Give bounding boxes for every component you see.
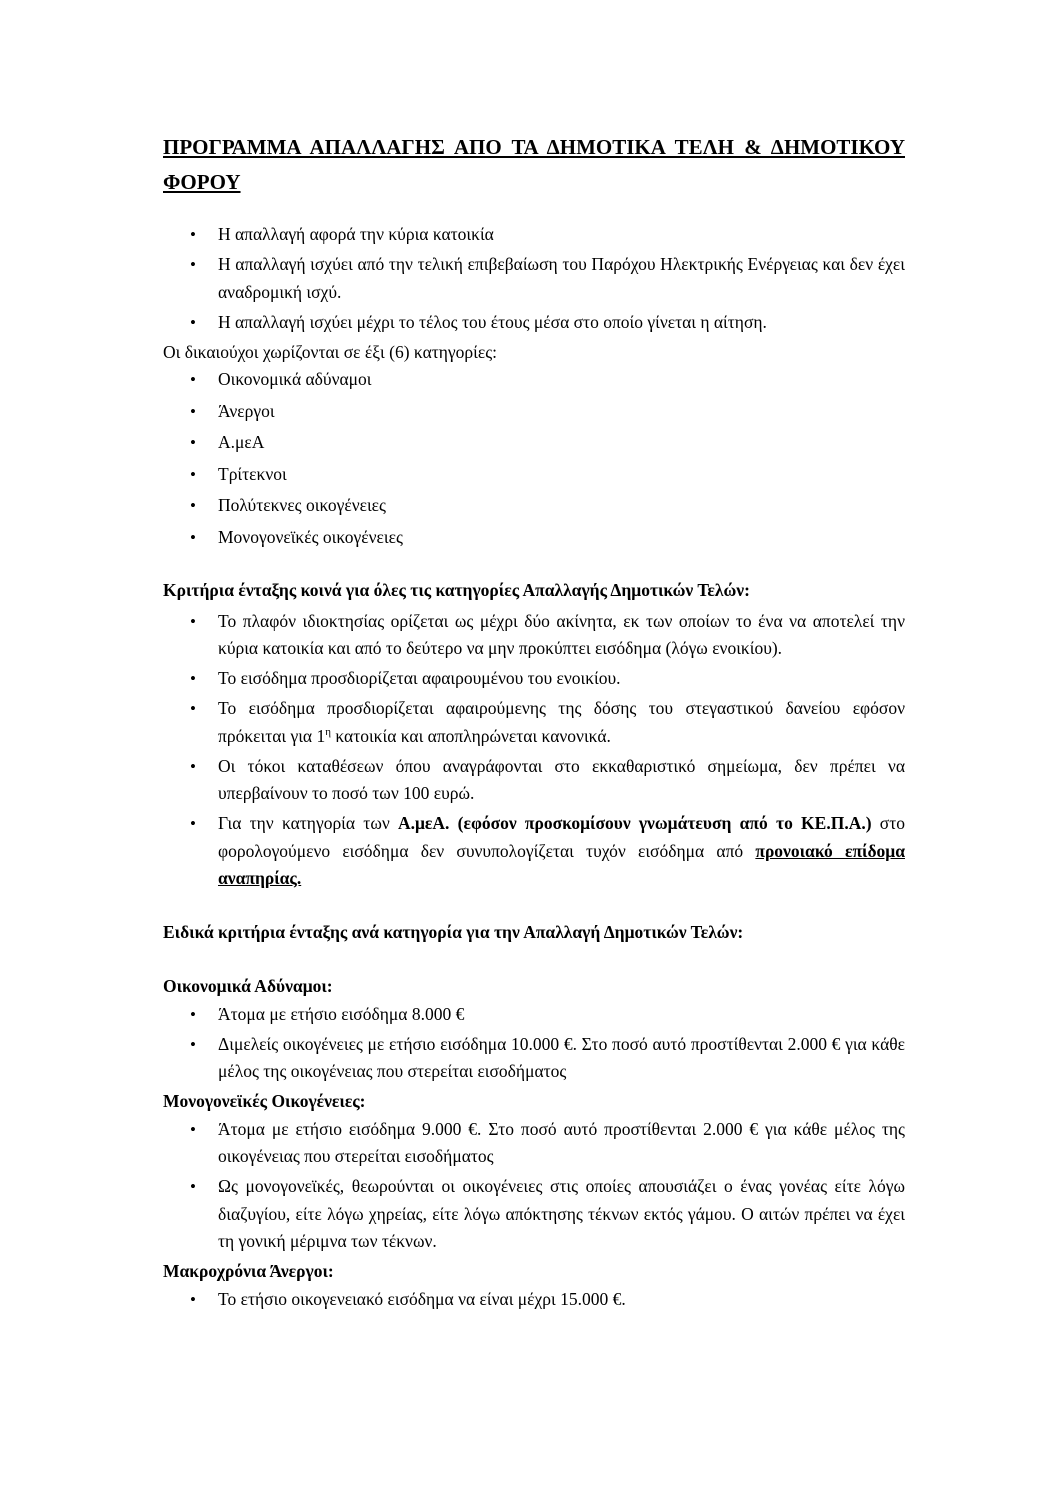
criteria-item-text: στο φορολογούμενο εισόδημα δεν συνυπολογίζεται τυχόν εισόδημα από [218,813,905,861]
criteria-item [163,810,905,893]
list-item-text: Η απαλλαγή ισχύει μέχρι το τέλος του έτους μέσα στο οποίο γίνεται η αίτηση. [218,311,767,332]
list-item [163,309,905,337]
bullet-marker: • [190,401,196,421]
category-item-text: Οικονομικά αδύναμοι [218,369,372,389]
bullet-marker: • [190,527,196,547]
category-item [163,524,905,552]
criteria-item-text: Το εισόδημα προσδιορίζεται αφαιρούμενης της δόσης του στεγαστικού δανείου εφόσον πρόκειται για 1 [218,698,905,746]
list-item-text: Η απαλλαγή ισχύει από την τελική επιβεβαίωση του Παρόχου Ηλεκτρικής Ενέργειας και δεν έχει αναδρομική ισχύ. [218,254,905,302]
bullet-marker: • [190,1034,196,1054]
category-item-text: Α.μεΑ [218,432,265,452]
criteria-item [163,608,905,663]
list-item-text: Η απαλλαγή αφορά την κύρια κατοικία [218,224,494,244]
group-item-text: Το ετήσιο οικογενειακό εισόδημα να είναι μέχρι 15.000 €. [218,1288,626,1309]
list-item [163,221,905,249]
bullet-marker: • [190,756,196,776]
category-item [163,492,905,520]
bullet-marker: • [190,255,196,274]
criteria-item [163,753,905,808]
bullet-marker: • [190,1289,196,1309]
group-item-text: Ως μονογονεϊκές, θεωρούνται οι οικογένειες στις οποίες απουσιάζει ο ένας γονέας είτε λόγω διαζυγίου, είτε λόγω χηρείας, είτε λόγω απόκτησης τέκνων εκτός γάμου. Ο αιτών πρέπει να έχει τη γονική μέριμνα των τέκνων. [218,1176,905,1251]
page-title-line1: ΠΡΟΓΡΑΜΜΑ ΑΠΑΛΛΑΓΗΣ ΑΠΟ ΤΑ ΔΗΜΟΤΙΚΑ ΤΕΛΗ & ΔΗΜΟΤΙΚΟΥ [163,135,905,159]
bullet-marker: • [190,225,196,244]
group-item [163,1286,905,1314]
group-item [163,1173,905,1256]
bullet-marker: • [190,1119,196,1139]
criteria-item-bold-underline-text: προνοιακό επίδομα αναπηρίας. [218,840,905,888]
special-criteria-heading: Ειδικά κριτήρια ένταξης ανά κατηγορία για την Απαλλαγή Δημοτικών Τελών: [163,921,744,942]
group-item-text: Διμελείς οικογένειες με ετήσιο εισόδημα 10.000 €. Στο ποσό αυτό προστίθενται 2.000 € για κάθε μέλος της οικογένειας που στερείται εισοδήματος [218,1033,905,1081]
bullet-marker: • [190,1004,196,1024]
group-heading-long-term-unemployed: Μακροχρόνια Άνεργοι: [163,1261,334,1281]
bullet-marker: • [190,1177,196,1196]
criteria-item-text: Για την κατηγορία των [218,813,398,833]
category-item-text: Πολύτεκνες οικογένειες [218,495,386,515]
page-title [163,130,905,200]
category-item-text: Μονογονεϊκές οικογένειες [218,526,403,547]
bullet-marker: • [190,370,196,389]
bullet-marker: • [190,814,196,833]
bullet-marker: • [190,669,196,688]
criteria-item-text: Οι τόκοι καταθέσεων όπου αναγράφονται στο εκκαθαριστικό σημείωμα, δεν πρέπει να υπερβαίνουν το ποσό των 100 ευρώ. [218,755,905,803]
group-item-text: Άτομα με ετήσιο εισόδημα 8.000 € [218,1003,465,1024]
common-criteria-heading: Κριτήρια ένταξης κοινά για όλες τις κατηγορίες Απαλλαγής Δημοτικών Τελών: [163,580,750,600]
list-item [163,251,905,306]
category-item [163,429,905,457]
criteria-item [163,695,905,750]
criteria-item-text: κατοικία και αποπληρώνεται κανονικά. [330,725,611,746]
bullet-marker: • [190,611,196,631]
page-title-line2: ΦΟΡΟΥ [163,170,241,194]
group-item [163,1116,905,1171]
bullet-marker: • [190,433,196,452]
criteria-item-bold-text: Α.μεΑ. (εφόσον προσκομίσουν γνωμάτευση από το ΚΕ.Π.Α.) [397,813,872,833]
bullet-marker: • [190,312,196,332]
ordinal-superscript: η [325,725,331,738]
criteria-item-text: Το εισόδημα προσδιορίζεται αφαιρουμένου του ενοικίου. [218,668,621,688]
bullet-marker: • [190,699,196,718]
category-item [163,398,905,426]
criteria-item-text: Το πλαφόν ιδιοκτησίας ορίζεται ως μέχρι δύο ακίνητα, εκ των οποίων το ένα να αποτελεί την κύρια κατοικία και από το δεύτερο να μην προκύπτει εισόδημα (λόγω ενοικίου). [218,610,905,658]
bullet-marker: • [190,464,196,484]
group-item-text: Άτομα με ετήσιο εισόδημα 9.000 €. Στο ποσό αυτό προστίθενται 2.000 € για κάθε μέλος της οικογένειας που στερείται εισοδήματος [218,1118,905,1166]
category-item [163,461,905,489]
criteria-item [163,665,905,693]
category-item [163,366,905,394]
group-item [163,1001,905,1029]
group-heading-economically-weak: Οικονομικά Αδύναμοι: [163,976,333,996]
group-item [163,1031,905,1086]
categories-lead: Οι δικαιούχοι χωρίζονται σε έξι (6) κατηγορίες: [163,341,497,362]
category-item-text: Τρίτεκνοι [218,463,287,484]
group-heading-single-parent: Μονογονεϊκές Οικογένειες: [163,1091,366,1111]
category-item-text: Άνεργοι [218,400,275,421]
bullet-marker: • [190,496,196,515]
